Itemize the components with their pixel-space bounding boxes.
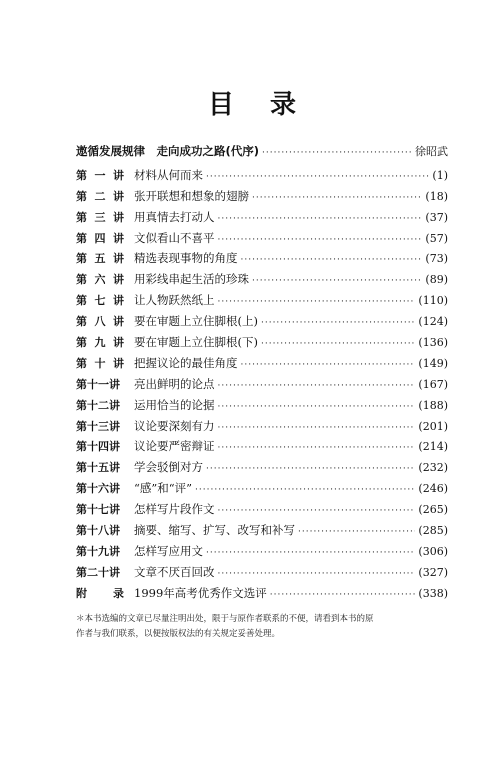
dot-leader: [241, 360, 416, 370]
toc-entry-row[interactable]: [76, 167, 448, 188]
lecture-number: 第十七讲: [76, 503, 120, 517]
page-number: (37): [425, 210, 448, 224]
dot-leader: [218, 423, 416, 433]
dot-leader: [218, 506, 416, 516]
preface-author: 徐昭武: [415, 145, 448, 158]
dot-leader: [252, 193, 422, 203]
lecture-title: 要在审题上立住脚根(上): [134, 314, 258, 329]
lecture-title: 运用恰当的论据: [134, 397, 215, 412]
lecture-number: 第五讲: [76, 252, 124, 266]
page-number: (1): [432, 168, 448, 182]
dot-leader: [218, 402, 416, 412]
page-number: (167): [418, 377, 448, 391]
lecture-number: 第十八讲: [76, 524, 120, 538]
lecture-title: 议论要严密辩证: [134, 439, 215, 454]
page-number: (89): [425, 273, 448, 287]
dot-leader: [261, 339, 415, 349]
footnote-line: 作者与我们联系，以便按版权法的有关规定妥善处理。: [76, 629, 281, 639]
toc-entry-row[interactable]: [76, 543, 448, 564]
page-number: (124): [418, 315, 448, 329]
toc-entry-row[interactable]: [76, 355, 448, 376]
lecture-number: 第十五讲: [76, 461, 120, 475]
page-number: (18): [425, 189, 448, 203]
page-number: (327): [418, 565, 448, 579]
lecture-number: 第十二讲: [76, 398, 120, 412]
page-number: (57): [425, 231, 448, 245]
footnote: [76, 612, 448, 642]
lecture-number: 第四讲: [76, 231, 124, 245]
lecture-number: 附录: [76, 586, 124, 600]
page-title: 目录: [207, 90, 332, 120]
toc-entry-row[interactable]: [76, 564, 448, 585]
dot-leader: [218, 235, 423, 245]
dot-leader: [218, 381, 416, 391]
lecture-title: 1999年高考优秀作文选评: [134, 585, 267, 600]
toc-entry-row[interactable]: [76, 459, 448, 480]
toc-entry-row[interactable]: [76, 438, 448, 459]
page-number: (338): [418, 586, 448, 600]
lecture-number: 第十九讲: [76, 544, 120, 558]
lecture-number: 第三讲: [76, 210, 124, 224]
lecture-title: 用真情去打动人: [134, 209, 215, 224]
dot-leader: [252, 276, 422, 286]
dot-leader: [195, 485, 415, 495]
page-number: (201): [418, 419, 448, 433]
toc-entry-row[interactable]: [76, 585, 448, 606]
dot-leader: [218, 443, 416, 453]
page-number: (306): [418, 544, 448, 558]
page-number: (110): [418, 294, 448, 308]
lecture-title: 张开联想和想象的翅膀: [134, 188, 249, 203]
lecture-title: 材料从何而来: [134, 167, 203, 182]
lecture-number: 第十四讲: [76, 440, 120, 454]
lecture-title: “感”和“评”: [134, 481, 193, 496]
dot-leader: [206, 172, 429, 182]
toc-entry-row[interactable]: [76, 376, 448, 397]
dot-leader: [262, 148, 412, 158]
dot-leader: [206, 464, 415, 474]
lecture-title: 亮出鲜明的论点: [134, 376, 215, 391]
lecture-title: 文似看山不喜平: [134, 230, 215, 245]
page-number: (285): [418, 524, 448, 538]
dot-leader: [298, 527, 415, 537]
lecture-number: 第八讲: [76, 315, 124, 329]
lecture-number: 第十三讲: [76, 419, 120, 433]
lecture-title: 要在审题上立住脚根(下): [134, 335, 258, 350]
toc-entry-row[interactable]: [76, 501, 448, 522]
footnote-line: ＊本书选编的文章已尽量注明出处，限于与原作者联系的不便，请看到本书的原: [76, 614, 374, 624]
toc-entry-row[interactable]: [76, 522, 448, 543]
toc-entry-row[interactable]: [76, 334, 448, 355]
dot-leader: [270, 590, 416, 600]
lecture-title: 摘要、缩写、扩写、改写和补写: [134, 523, 295, 538]
page-number: (136): [418, 336, 448, 350]
dot-leader: [218, 297, 416, 307]
toc-preface-row[interactable]: [76, 143, 448, 164]
lecture-title: 文章不厌百回改: [134, 564, 215, 579]
page-number: (73): [425, 252, 448, 266]
lecture-title: 用彩线串起生活的珍珠: [134, 272, 249, 287]
dot-leader: [218, 569, 416, 579]
page-number: (188): [418, 398, 448, 412]
page-number: (232): [418, 461, 448, 475]
lecture-title: 精选表现事物的角度: [134, 251, 238, 266]
page-number: (246): [418, 482, 448, 496]
toc-entry-row[interactable]: [76, 209, 448, 230]
toc-entry-row[interactable]: [76, 313, 448, 334]
lecture-title: 让人物跃然纸上: [134, 293, 215, 308]
dot-leader: [241, 255, 423, 265]
toc-entry-row[interactable]: [76, 230, 448, 251]
toc-entry-row[interactable]: [76, 480, 448, 501]
toc-entry-row[interactable]: [76, 292, 448, 313]
lecture-number: 第十讲: [76, 356, 124, 370]
lecture-number: 第一讲: [76, 168, 124, 182]
preface-title: 遨循发展规律 走向成功之路(代序): [76, 144, 260, 158]
dot-leader: [261, 318, 415, 328]
lecture-number: 第二十讲: [76, 565, 120, 579]
page-number: (265): [418, 503, 448, 517]
toc-entry-row[interactable]: [76, 397, 448, 418]
dot-leader: [206, 548, 415, 558]
page-number: (214): [418, 440, 448, 454]
lecture-number: 第二讲: [76, 189, 124, 203]
lecture-number: 第十一讲: [76, 377, 120, 391]
lecture-title: 怎样写应用文: [134, 543, 203, 558]
toc-entry-row[interactable]: [76, 188, 448, 209]
table-of-contents: [76, 143, 448, 606]
dot-leader: [218, 214, 423, 224]
lecture-title: 把握议论的最佳角度: [134, 355, 238, 370]
toc-entry-row[interactable]: [76, 271, 448, 292]
lecture-number: 第九讲: [76, 336, 124, 350]
lecture-title: 学会驳倒对方: [134, 460, 203, 475]
lecture-number: 第十六讲: [76, 482, 120, 496]
lecture-number: 第六讲: [76, 273, 124, 287]
lecture-title: 议论要深刻有力: [134, 418, 215, 433]
page-number: (149): [418, 356, 448, 370]
lecture-number: 第七讲: [76, 294, 124, 308]
lecture-title: 怎样写片段作文: [134, 502, 215, 517]
toc-entry-row[interactable]: [76, 418, 448, 439]
toc-entry-row[interactable]: [76, 250, 448, 271]
